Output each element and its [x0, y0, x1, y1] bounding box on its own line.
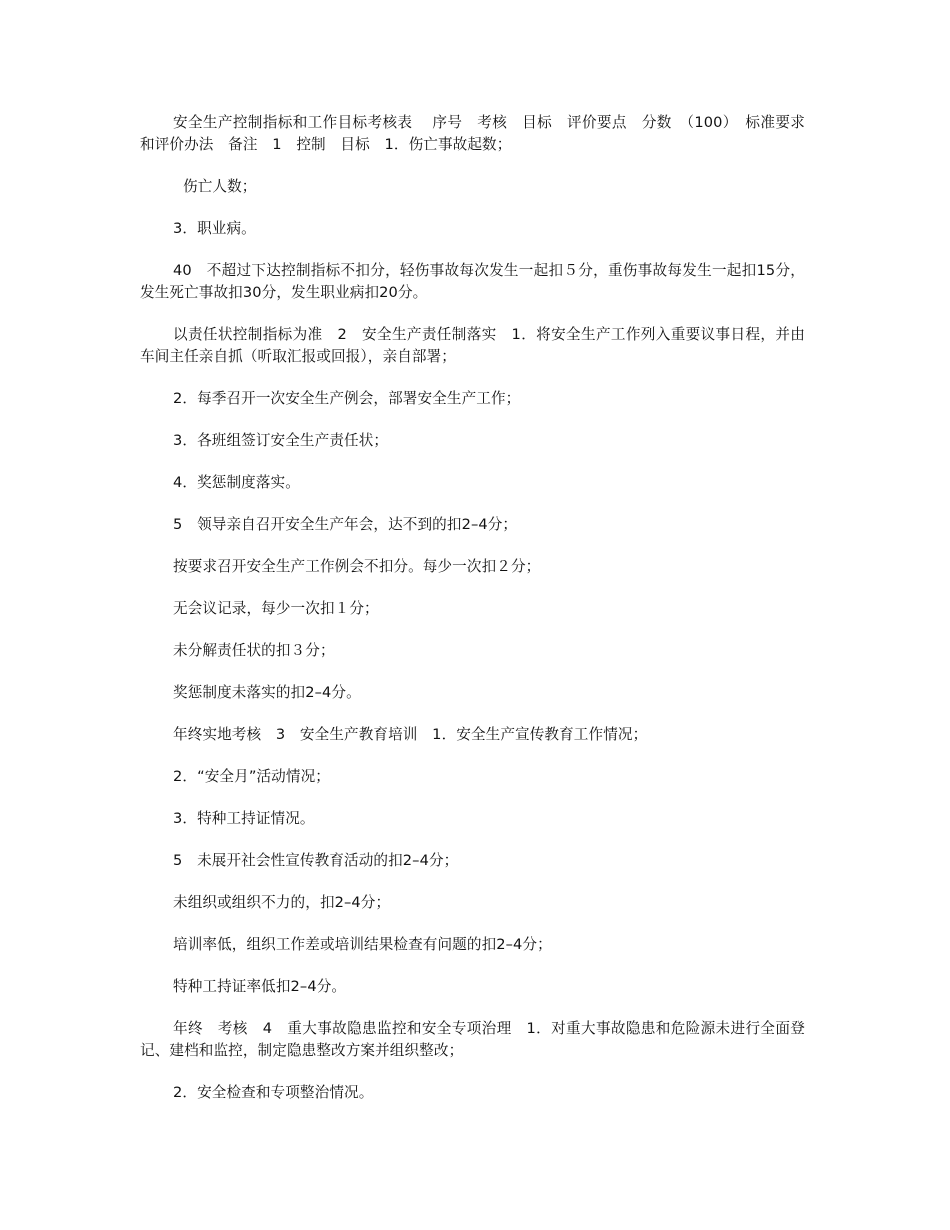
paragraph: 2．每季召开一次安全生产例会，部署安全生产工作；: [173, 390, 521, 407]
paragraph: 2．“安全月”活动情况；: [173, 768, 330, 785]
paragraph: 2．安全检查和专项整治情况。: [173, 1084, 374, 1101]
paragraph: 4．奖惩制度落实。: [173, 474, 300, 491]
paragraph: 5 领导亲自召开安全生产年会，达不到的扣2–4分；: [173, 516, 518, 533]
paragraph: 3．各班组签订安全生产责任状；: [173, 432, 389, 449]
paragraph: 未组织或组织不力的，扣2–4分；: [173, 894, 391, 911]
paragraph: 3．职业病。: [173, 220, 256, 237]
paragraph: 年终 考核 4 重大事故隐患监控和安全专项治理 1．对重大事故隐患和危险源未进行全面登记、建档和监控，制定隐患整改方案并组织整改；: [140, 1020, 805, 1059]
paragraph: 无会议记录，每少一次扣１分；: [173, 600, 379, 617]
paragraph: 按要求召开安全生产工作例会不扣分。每少一次扣２分；: [173, 558, 541, 575]
paragraph: 培训率低，组织工作差或培训结果检查有问题的扣2–4分；: [173, 936, 552, 953]
paragraph: 40 不超过下达控制指标不扣分，轻伤事故每次发生一起扣５分，重伤事故每发生一起扣15分，发生死亡事故扣30分，发生职业病扣20分。: [140, 262, 805, 301]
paragraph: 5 未展开社会性宣传教育活动的扣2–4分；: [173, 852, 459, 869]
paragraph: 特种工持证率低扣2–4分。: [173, 978, 347, 995]
paragraph: 伤亡人数；: [183, 178, 257, 195]
paragraph: 未分解责任状的扣３分；: [173, 642, 335, 659]
paragraph: 奖惩制度未落实的扣2–4分。: [173, 684, 361, 701]
paragraph: 安全生产控制指标和工作目标考核表 序号 考核 目标 评价要点 分数 （100） 标准要求和评价办法 备注 1 控制 目标 1．伤亡事故起数；: [140, 114, 805, 153]
paragraph: 以责任状控制指标为准 2 安全生产责任制落实 1．将安全生产工作列入重要议事日程，并由车间主任亲自抓（听取汇报或回报），亲自部署；: [140, 326, 805, 365]
paragraph: 年终实地考核 3 安全生产教育培训 1．安全生产宣传教育工作情况；: [173, 726, 648, 743]
document-page: [140, 112, 805, 1124]
paragraph: 3．特种工持证情况。: [173, 810, 315, 827]
